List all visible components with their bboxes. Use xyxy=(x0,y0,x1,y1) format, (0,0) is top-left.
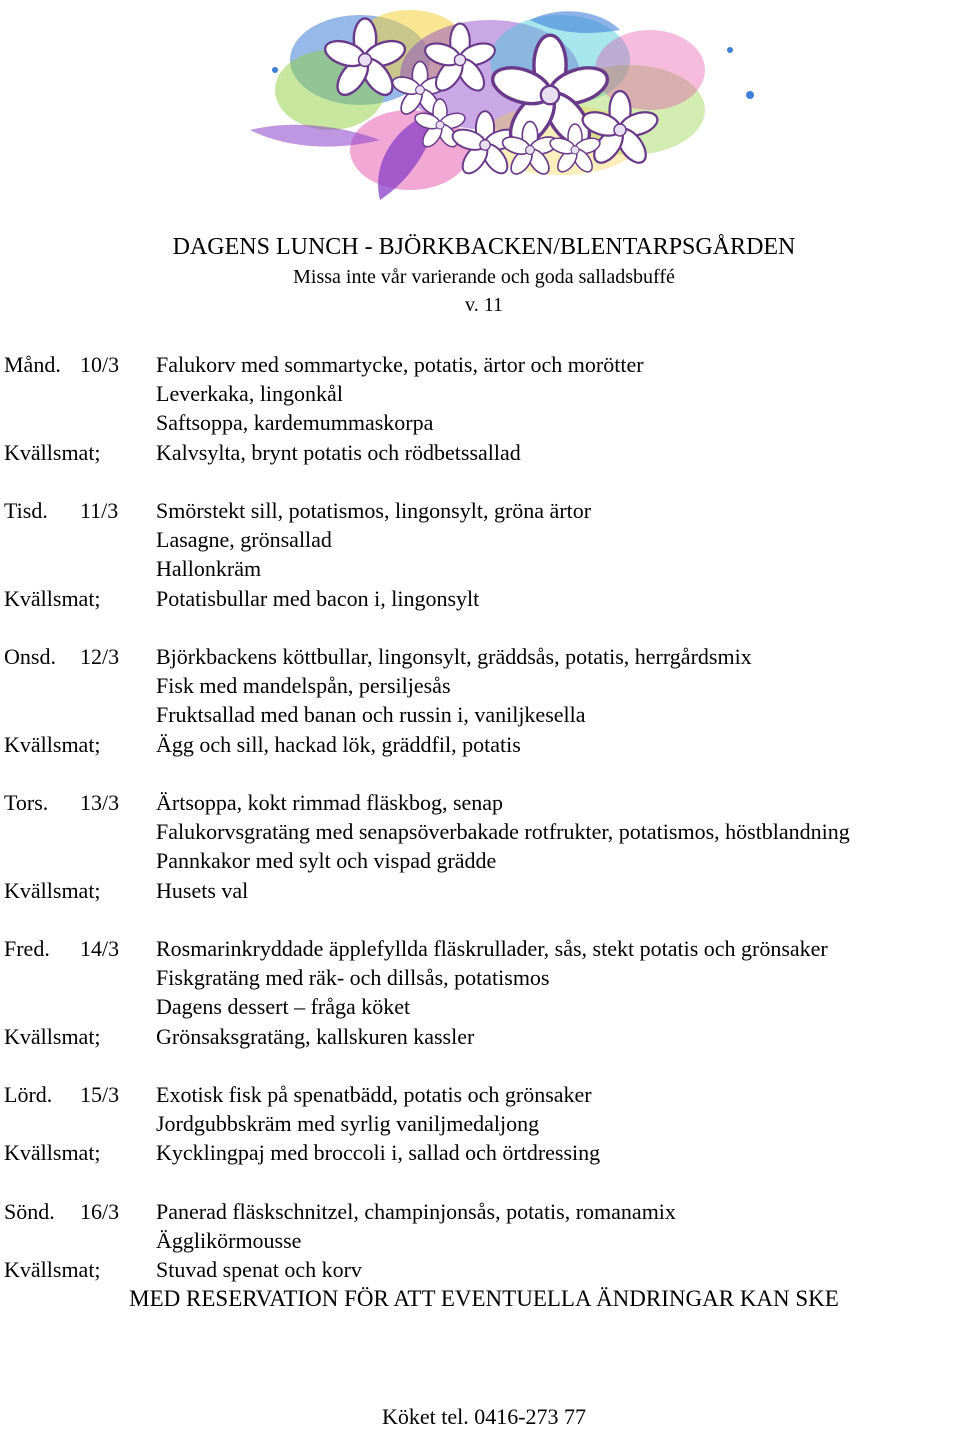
day-date: 16/3 xyxy=(80,1198,120,1224)
flower-splash-logo xyxy=(230,0,790,210)
dish: Ägglikörmousse xyxy=(156,1228,302,1253)
evening-row xyxy=(0,876,960,905)
evening-row xyxy=(0,730,960,759)
evening-dish: Stuvad spenat och korv xyxy=(156,1257,362,1283)
menu-row xyxy=(0,350,960,379)
dish: Fisk med mandelspån, persiljesås xyxy=(156,673,451,699)
day-name: Tors. xyxy=(4,790,49,815)
dish: Falukorvsgratäng med senapsöverbakade rotfrukter, potatismos, höstblandning xyxy=(156,819,850,845)
menu-row xyxy=(0,1197,960,1226)
evening-label: Kvällsmat; xyxy=(4,1023,101,1049)
evening-dish: Kycklingpaj med broccoli i, sallad och örtdressing xyxy=(156,1140,601,1166)
day-date: 14/3 xyxy=(80,936,120,961)
evening-row xyxy=(0,438,960,467)
menu-row xyxy=(0,1109,960,1138)
menu-row xyxy=(0,788,960,817)
evening-dish: Potatisbullar med bacon i, lingonsylt xyxy=(156,585,480,611)
menu-row xyxy=(0,846,960,875)
evening-dish: Kalvsylta, brynt potatis och rödbetssallad xyxy=(156,439,521,465)
day-name: Lörd. xyxy=(4,1082,53,1107)
dish: Ärtsoppa, kokt rimmad fläskbog, senap xyxy=(156,790,504,815)
menu-row xyxy=(0,408,960,437)
dish: Rosmarinkryddade äpplefyllda fläskrullader, sås, stekt potatis och grönsaker xyxy=(156,936,828,961)
menu-row xyxy=(0,1226,960,1255)
menu-row xyxy=(0,379,960,408)
dish: Exotisk fisk på spenatbädd, potatis och grönsaker xyxy=(156,1082,592,1107)
menu-row xyxy=(0,817,960,846)
dish: Fiskgratäng med räk- och dillsås, potatismos xyxy=(156,965,550,991)
evening-label: Kvällsmat; xyxy=(4,1140,101,1166)
dish: Leverkaka, lingonkål xyxy=(156,381,343,407)
dish: Pannkakor med sylt och vispad grädde xyxy=(156,848,497,874)
dish: Jordgubbskräm med syrlig vaniljmedaljong xyxy=(156,1111,540,1137)
evening-row xyxy=(0,584,960,613)
page-subtitle: Missa inte vår varierande och goda salladsbuffé xyxy=(293,266,675,288)
evening-label: Kvällsmat; xyxy=(4,877,101,903)
menu-row xyxy=(0,671,960,700)
evening-row xyxy=(0,1138,960,1167)
day-name: Onsd. xyxy=(4,644,56,669)
evening-row xyxy=(0,1022,960,1051)
menu-row xyxy=(0,554,960,583)
kitchen-contact: Köket tel. 0416-273 77 xyxy=(381,1404,587,1429)
dish: Hallonkräm xyxy=(156,556,262,582)
evening-label: Kvällsmat; xyxy=(4,585,101,611)
menu-row xyxy=(0,642,960,671)
evening-label: Kvällsmat; xyxy=(4,439,101,465)
dish: Fruktsallad med banan och russin i, vaniljkesella xyxy=(156,702,586,728)
dish: Saftsoppa, kardemummaskorpa xyxy=(156,410,434,436)
dish: Panerad fläskschnitzel, champinjonsås, potatis, romanamix xyxy=(156,1198,676,1224)
menu-row xyxy=(0,1080,960,1109)
day-name: Månd. xyxy=(4,352,61,377)
evening-dish: Ägg och sill, hackad lök, gräddfil, potatis xyxy=(156,731,521,757)
menu-row xyxy=(0,496,960,525)
dish: Smörstekt sill, potatismos, lingonsylt, gröna ärtor xyxy=(156,498,592,523)
evening-row xyxy=(0,1255,960,1284)
page-title: DAGENS LUNCH - BJÖRKBACKEN/BLENTARPSGÅRDEN xyxy=(172,234,796,260)
menu-row xyxy=(0,525,960,554)
week-number: v. 11 xyxy=(465,294,503,316)
menu-row xyxy=(0,700,960,729)
day-name: Fred. xyxy=(4,936,50,961)
dish: Lasagne, grönsallad xyxy=(156,527,332,553)
day-date: 12/3 xyxy=(80,644,120,669)
dish: Björkbackens köttbullar, lingonsylt, gräddsås, potatis, herrgårdsmix xyxy=(156,644,752,669)
menu-row xyxy=(0,992,960,1021)
evening-label: Kvällsmat; xyxy=(4,731,101,757)
day-name: Sönd. xyxy=(4,1198,55,1224)
day-name: Tisd. xyxy=(4,498,48,523)
evening-dish: Grönsaksgratäng, kallskuren kassler xyxy=(156,1023,475,1049)
evening-dish: Husets val xyxy=(156,877,249,903)
menu-row xyxy=(0,934,960,963)
day-date: 11/3 xyxy=(80,498,119,523)
day-date: 13/3 xyxy=(80,790,120,815)
menu-row xyxy=(0,963,960,992)
day-date: 10/3 xyxy=(80,352,120,377)
reservation-note: MED RESERVATION FÖR ATT EVENTUELLA ÄNDRINGAR KAN SKE xyxy=(129,1286,839,1311)
dish: Dagens dessert – fråga köket xyxy=(156,994,411,1020)
evening-label: Kvällsmat; xyxy=(4,1257,101,1283)
dish: Falukorv med sommartycke, potatis, ärtor och morötter xyxy=(156,352,644,377)
day-date: 15/3 xyxy=(80,1082,120,1107)
